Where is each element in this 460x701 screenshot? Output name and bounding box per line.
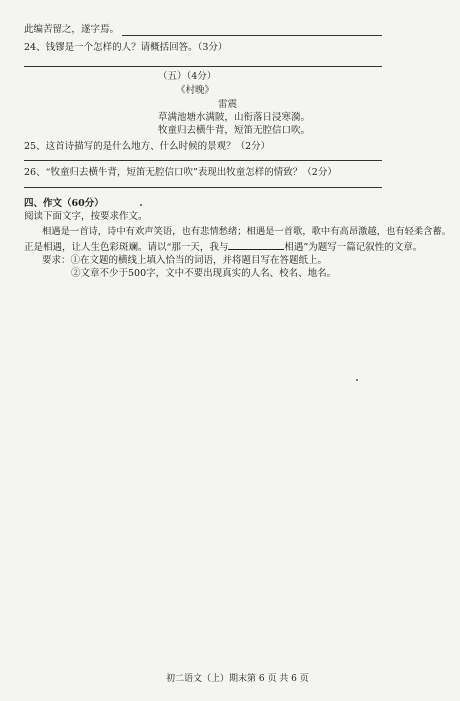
- question-26: 26、“牧童归去横牛背，短笛无腔信口吹”表现出牧童怎样的情致？（2分）: [24, 167, 337, 178]
- section-header-5: （五）（4分）: [158, 71, 217, 82]
- requirement-1: ①在文题的横线上填入恰当的词语，并将题目写在答题纸上。: [70, 255, 328, 266]
- question-25: 25、这首诗描写的是什么地方、什么时候的景观？（2分）: [24, 141, 271, 152]
- poem-author: 雷震: [218, 99, 238, 110]
- essay-heading: 四、作文（60分）: [24, 198, 104, 209]
- essay-prompt-line-2: [24, 240, 422, 254]
- answer-line: [24, 66, 382, 67]
- poem-line-2: 牧童归去横牛背，短笛无腔信口吹。: [158, 125, 311, 136]
- essay-instruction: 阅读下面文字，按要求作文。: [24, 211, 148, 222]
- title-blank: [228, 240, 284, 250]
- essay-prompt-line-1: 相遇是一首诗，诗中有欢声笑语，也有悲情愁绪；相遇是一首歌，歌中有高昂激越，也有轻柔含蓄。: [42, 226, 452, 237]
- answer-line: [24, 160, 382, 161]
- answer-line: [122, 35, 382, 36]
- question-24: 24、钱镠是一个怎样的人？请概括回答。（3分）: [24, 42, 228, 53]
- essay-prompt-part-a: 正是相遇，让人生色彩斑斓。请以“那一天，我与: [24, 242, 229, 253]
- requirement-2: ②文章不少于500字，文中不要出现真实的人名、校名、地名。: [71, 268, 337, 279]
- answer-line: [24, 187, 382, 188]
- text-line-continuation: 此编苦留之，遂字焉。: [24, 24, 120, 35]
- scan-speck: [140, 204, 142, 206]
- poem-title: 《村晚》: [176, 85, 215, 96]
- requirements-line-1: [42, 255, 327, 267]
- page-footer: 初二语文（上）期末第 6 页 共 6 页: [166, 674, 309, 684]
- scan-speck: [356, 379, 358, 381]
- poem-line-1: 草满池塘水满陂，山衔落日浸寒漪。: [158, 112, 311, 123]
- requirements-label: 要求：: [42, 255, 71, 266]
- essay-prompt-part-b: 相遇”为题写一篇记叙性的文章。: [284, 242, 423, 253]
